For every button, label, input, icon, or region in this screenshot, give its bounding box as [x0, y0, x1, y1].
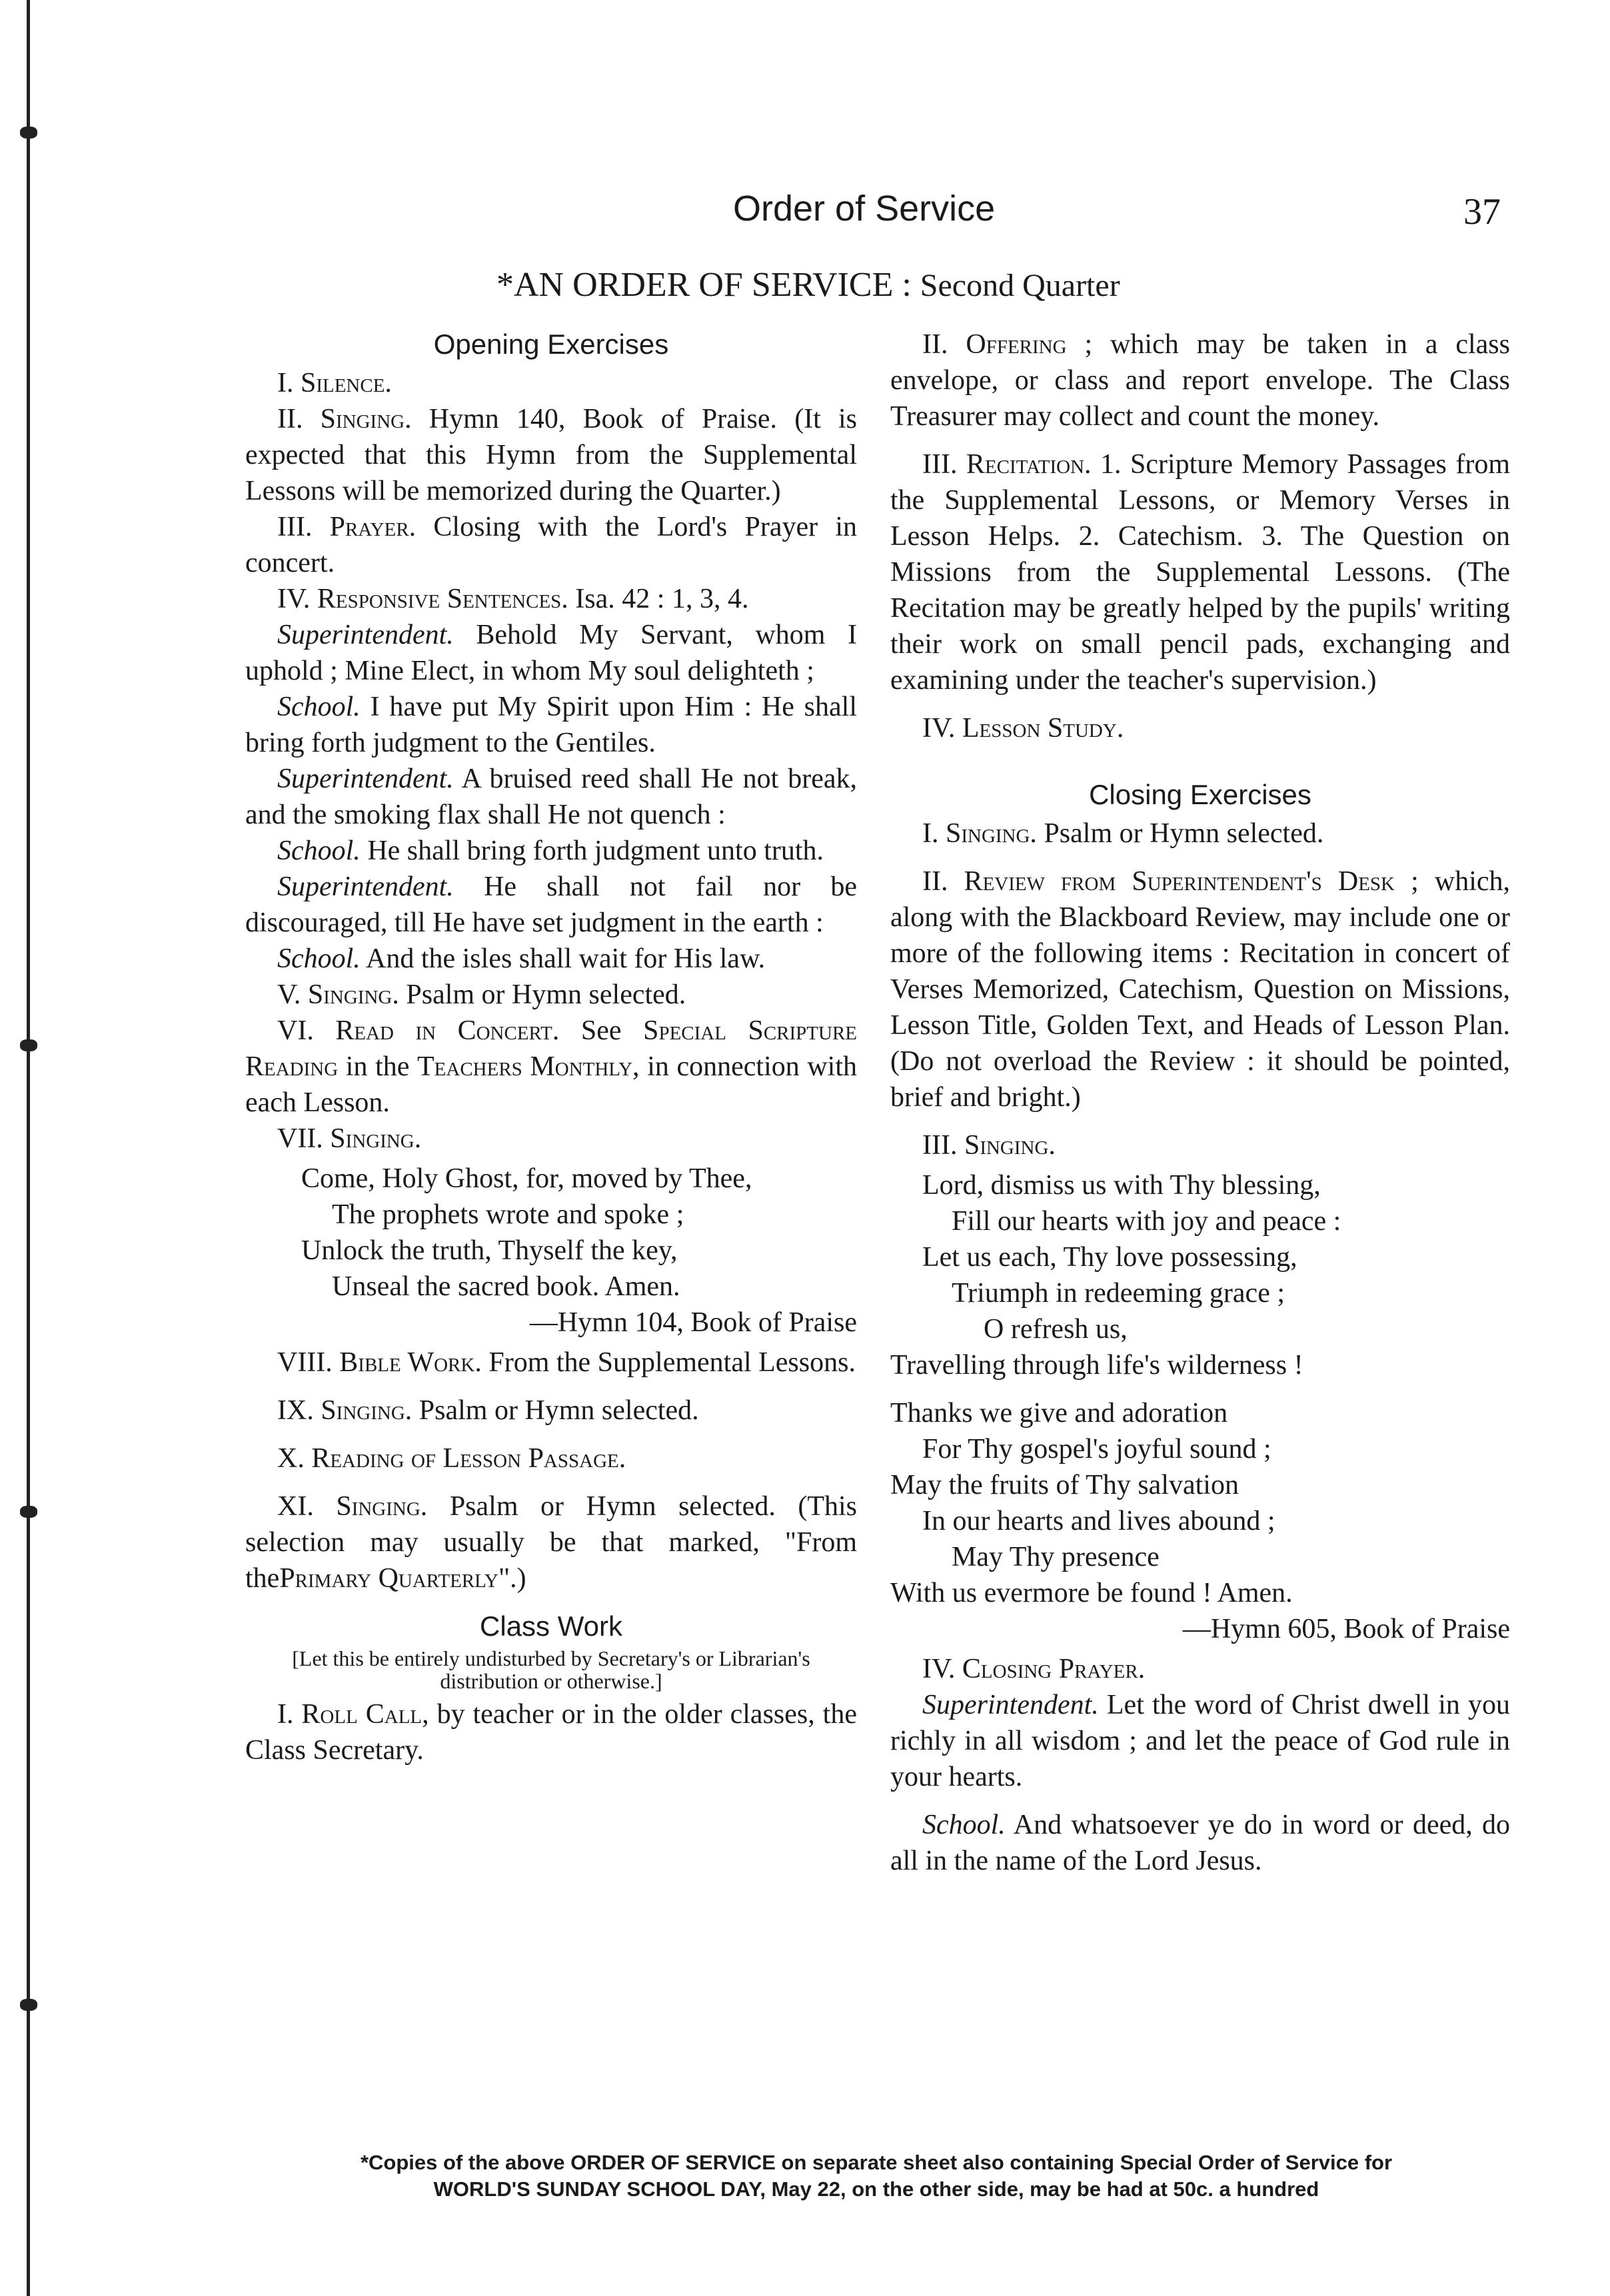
item-responsive-sentences: IV. Responsive Sentences. Isa. 42 : 1, 3, 4. — [277, 584, 749, 614]
hymn-line: O refresh us, — [984, 1314, 1128, 1345]
page-number: 37 — [1463, 191, 1501, 233]
footnote-line: *Copies of the above ORDER OF SERVICE on separate sheet also containing Special Order of Service for — [360, 2151, 1393, 2174]
item-prayer: III. Prayer. Closing with the Lord's Prayer in concert. — [245, 512, 857, 578]
closing-exercises-heading: Closing Exercises — [1089, 779, 1311, 810]
responsive-line: School. And the isles shall wait for His law. — [277, 943, 766, 974]
item-silence: I. Silence. — [277, 368, 392, 398]
title-quarter: Second Quarter — [920, 268, 1120, 303]
hymn-line: May Thy presence — [952, 1542, 1160, 1572]
hymn-line: Triumph in redeeming grace ; — [952, 1278, 1285, 1309]
item-closing-singing-1: I. Singing. Psalm or Hymn selected. — [922, 818, 1324, 849]
hymn-line: Fill our hearts with joy and peace : — [952, 1206, 1341, 1237]
responsive-line: Superintendent. Let the word of Christ dwell in you richly in all wisdom ; and let the peace of God rule in your hearts. — [890, 1690, 1510, 1792]
footnote-line: WORLD'S SUNDAY SCHOOL DAY, May 22, on the other side, may be had at 50c. a hundred — [433, 2177, 1319, 2201]
item-singing-4: IX. Singing. Psalm or Hymn selected. — [277, 1395, 699, 1426]
footnote — [233, 2149, 1519, 2203]
hymn-credit: —Hymn 605, Book of Praise — [1182, 1614, 1510, 1644]
responsive-line: Superintendent. He shall not fail nor be discouraged, till He have set judgment in the earth : — [245, 871, 858, 938]
responsive-line: School. And whatsoever ye do in word or deed, do all in the name of the Lord Jesus. — [890, 1810, 1511, 1876]
item-bible-work: VIII. Bible Work. From the Supplemental Lessons. — [277, 1347, 856, 1378]
item-singing-5: XI. Singing. Psalm or Hymn selected. (This selection may usually be that marked, "From thePrimary Quarterly".) — [245, 1491, 858, 1594]
running-head: Order of Service — [733, 189, 996, 229]
hymn-line: Unlock the truth, Thyself the key, — [301, 1235, 678, 1266]
item-roll-call: I. Roll Call, by teacher or in the older classes, the Class Secretary. — [245, 1699, 857, 1766]
item-reading-lesson-passage: X. Reading of Lesson Passage. — [277, 1443, 626, 1474]
item-read-in-concert: VI. Read in Concert. See Special Scripture Reading in the Teachers Monthly, in connection with each Lesson. — [245, 1015, 858, 1118]
responsive-line: Superintendent. A bruised reed shall He not break, and the smoking flax shall He not quench : — [245, 764, 857, 830]
item-lesson-study: IV. Lesson Study. — [922, 713, 1124, 744]
hymn-line: Travelling through life's wilderness ! — [890, 1350, 1303, 1381]
opening-exercises-heading: Opening Exercises — [433, 328, 669, 360]
hymn-line: For Thy gospel's joyful sound ; — [922, 1434, 1271, 1464]
hymn-line: Come, Holy Ghost, for, moved by Thee, — [301, 1163, 752, 1194]
left-column — [245, 326, 857, 1768]
item-closing-prayer: IV. Closing Prayer. — [922, 1654, 1146, 1684]
scan-speck — [20, 1999, 37, 2011]
scan-speck — [20, 127, 37, 139]
page-title: *AN ORDER OF SERVICE : Second Quarter — [496, 266, 1120, 304]
scan-speck — [20, 1039, 37, 1051]
hymn-line: In our hearts and lives abound ; — [922, 1506, 1275, 1536]
responsive-line: School. He shall bring forth judgment unto truth. — [277, 836, 824, 866]
responsive-line: Superintendent. Behold My Servant, whom I uphold ; Mine Elect, in whom My soul delighteth ; — [245, 620, 858, 686]
hymn-104 — [245, 1161, 857, 1341]
responsive-line: School. I have put My Spirit upon Him : He shall bring forth judgment to the Gentiles. — [245, 692, 857, 758]
item-singing-2: V. Singing. Psalm or Hymn selected. — [277, 979, 686, 1010]
scan-binding-edge — [27, 0, 30, 2296]
item-closing-singing-2: III. Singing. — [922, 1130, 1056, 1161]
hymn-line: Lord, dismiss us with Thy blessing, — [922, 1170, 1321, 1201]
item-singing-3: VII. Singing. — [277, 1123, 422, 1154]
item-review: II. Review from Superintendent's Desk ; which, along with the Blackboard Review, may include one or more of the following items : Recitation in concert of Verses Memorized, Catechism, Question on Missions, Lesson Title, Golden Text, and Heads of Lesson Plan. (Do not overload the Review : it should be pointed, brief and bright.) — [890, 866, 1511, 1113]
hymn-line: May the fruits of Thy salvation — [890, 1470, 1239, 1500]
hymn-line: With us evermore be found ! Amen. — [890, 1578, 1293, 1608]
right-column — [890, 326, 1510, 1879]
item-singing-1: II. Singing. Hymn 140, Book of Praise. (It is expected that this Hymn from the Supplemental Lessons will be memorized during the Quarter.) — [245, 404, 858, 506]
hymn-line: Unseal the sacred book. Amen. — [332, 1271, 680, 1302]
hymn-credit: —Hymn 104, Book of Praise — [529, 1307, 857, 1338]
scan-speck — [20, 1506, 37, 1518]
hymn-line: The prophets wrote and spoke ; — [332, 1199, 684, 1230]
hymn-line: Thanks we give and adoration — [890, 1398, 1228, 1429]
item-recitation: III. Recitation. 1. Scripture Memory Passages from the Supplemental Lessons, or Memory Verses in Lesson Helps. 2. Catechism. 3. The Question on Missions from the Supplemental Lessons. (The Recitation may be greatly helped by the pupils' writing their work on small pencil pads, exchanging and examining under the teacher's supervision.) — [890, 449, 1510, 696]
hymn-line: Let us each, Thy love possessing, — [922, 1242, 1297, 1273]
title-main: *AN ORDER OF SERVICE — [496, 266, 894, 304]
item-offering: II. Offering ; which may be taken in a class envelope, or class and report envelope. The Class Treasurer may collect and count the money. — [890, 329, 1510, 432]
hymn-605 — [890, 1167, 1510, 1647]
class-work-note: [Let this be entirely undisturbed by Secretary's or Librarian's distribution or otherwise.] — [292, 1646, 810, 1693]
class-work-heading: Class Work — [480, 1610, 622, 1642]
